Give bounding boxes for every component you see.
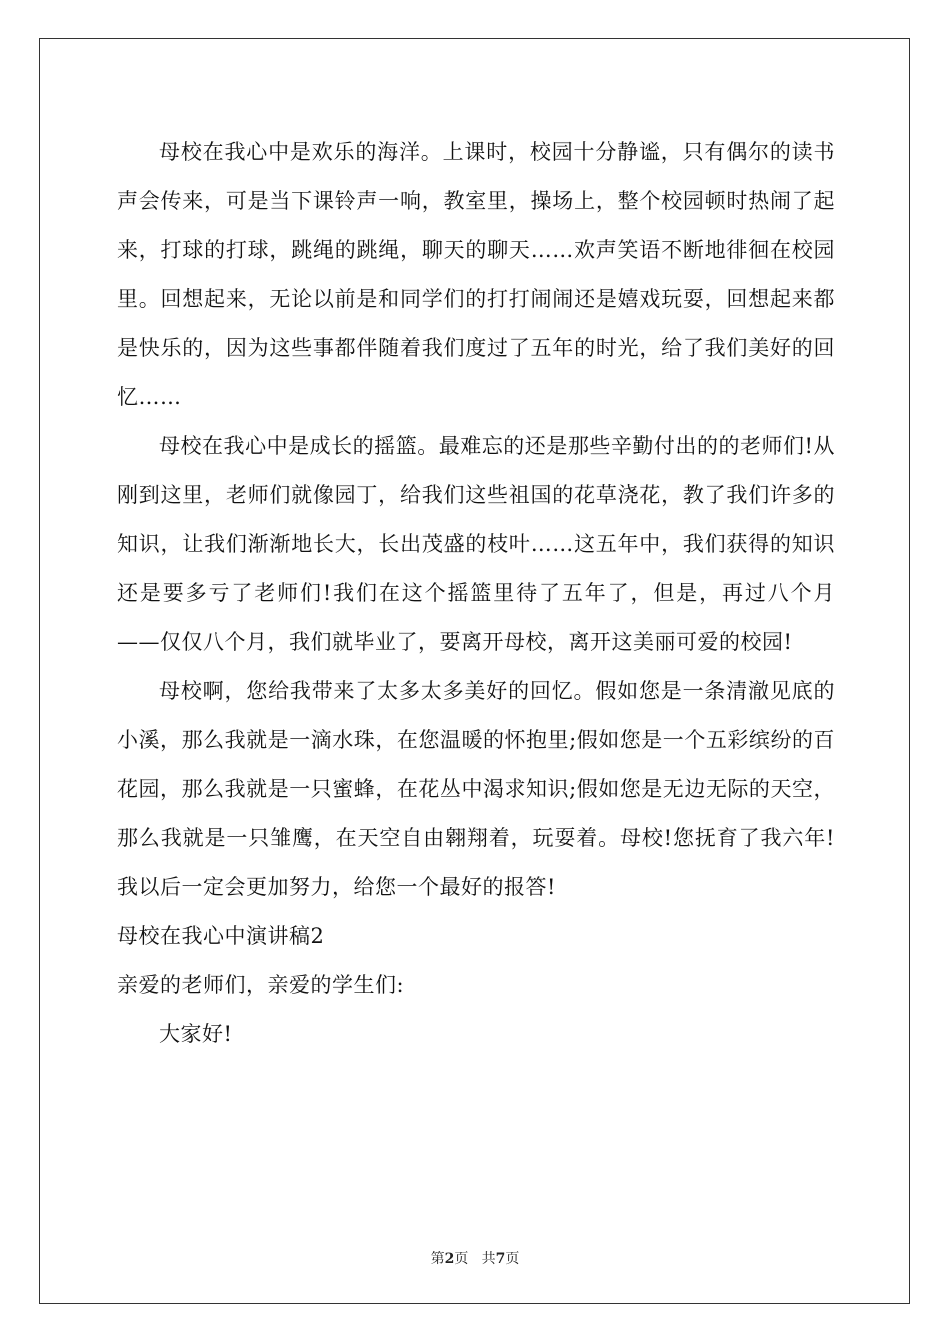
salutation: 亲爱的老师们，亲爱的学生们: — [117, 973, 405, 997]
page-footer — [0, 1248, 950, 1268]
page-suffix: 页 — [454, 1251, 469, 1267]
section-heading: 母校在我心中演讲稿2 — [117, 924, 325, 948]
paragraph-1: 母校在我心中是欢乐的海洋。上课时，校园十分静谧，只有偶尔的读书声会传来，可是当下课铃声一响，教室里，操场上，整个校园顿时热闹了起来，打球的打球，跳绳的跳绳，聊天的聊天……欢声笑语不断地徘徊在校园里。回想起来，无论以前是和同学们的打打闹闹还是嬉戏玩耍，回想起来都是快乐的，因为这些事都伴随着我们度过了五年的时光，给了我们美好的回忆…… — [117, 140, 835, 409]
total-pages: 7 — [495, 1251, 506, 1267]
total-prefix: 共 — [481, 1251, 496, 1267]
document-body — [117, 128, 835, 1059]
total-suffix: 页 — [505, 1251, 520, 1267]
paragraph-3: 母校啊，您给我带来了太多太多美好的回忆。假如您是一条清澈见底的小溪，那么我就是一滴水珠，在您温暖的怀抱里;假如您是一个五彩缤纷的百花园，那么我就是一只蜜蜂，在花丛中渴求知识;假如您是无边无际的天空，那么我就是一只雏鹰，在天空自由翱翔着，玩耍着。母校!您抚育了我六年!我以后一定会更加努力，给您一个最好的报答! — [117, 679, 835, 899]
page-prefix: 第 — [430, 1251, 445, 1267]
page-number: 2 — [444, 1251, 455, 1267]
greeting: 大家好! — [159, 1022, 233, 1046]
paragraph-2: 母校在我心中是成长的摇篮。最难忘的还是那些辛勤付出的的老师们!从刚到这里，老师们就像园丁，给我们这些祖国的花草浇花，教了我们许多的知识，让我们渐渐地长大，长出茂盛的枝叶……这五年中，我们获得的知识还是要多亏了老师们!我们在这个摇篮里待了五年了，但是，再过八个月——仅仅八个月，我们就毕业了，要离开母校，离开这美丽可爱的校园! — [117, 434, 835, 654]
